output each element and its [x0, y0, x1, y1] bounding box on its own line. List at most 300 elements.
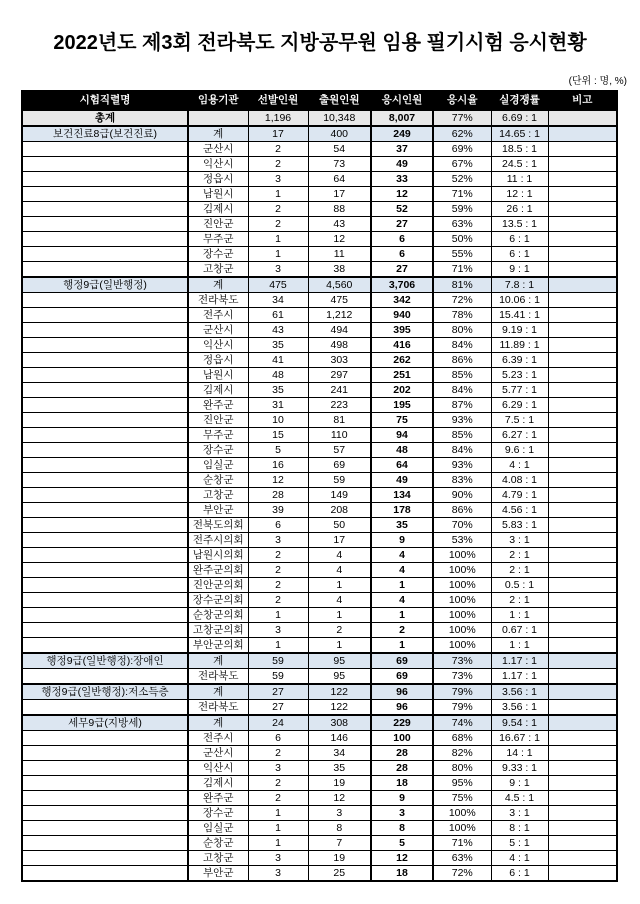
cell-attendance-rate: 72%	[433, 293, 491, 308]
cell-competition-ratio: 2 : 1	[491, 563, 548, 578]
table-row	[22, 277, 617, 293]
cell-series-name: 행정9급(일반행정):장애인	[22, 653, 188, 669]
cell-selected-count: 5	[248, 443, 308, 458]
cell-agency: 부안군	[188, 503, 248, 518]
cell-attendance-rate: 72%	[433, 866, 491, 882]
cell-applicant-count: 308	[308, 715, 371, 731]
cell-series-name	[22, 383, 188, 398]
cell-note	[548, 353, 617, 368]
cell-attendance-rate: 85%	[433, 368, 491, 383]
cell-competition-ratio: 1 : 1	[491, 608, 548, 623]
cell-competition-ratio: 4.08 : 1	[491, 473, 548, 488]
cell-series-name	[22, 638, 188, 654]
cell-attendance-rate: 84%	[433, 383, 491, 398]
cell-note	[548, 653, 617, 669]
cell-agency: 전주시의회	[188, 533, 248, 548]
table-row	[22, 383, 617, 398]
cell-attendee-count: 100	[371, 731, 433, 746]
cell-note	[548, 413, 617, 428]
cell-selected-count: 1	[248, 608, 308, 623]
cell-agency: 고창군	[188, 851, 248, 866]
cell-attendance-rate: 50%	[433, 232, 491, 247]
cell-selected-count: 3	[248, 866, 308, 882]
cell-series-name	[22, 608, 188, 623]
cell-note	[548, 776, 617, 791]
cell-competition-ratio: 0.67 : 1	[491, 623, 548, 638]
cell-note	[548, 608, 617, 623]
cell-selected-count: 2	[248, 142, 308, 157]
cell-note	[548, 398, 617, 413]
cell-attendee-count: 12	[371, 851, 433, 866]
cell-applicant-count: 8	[308, 821, 371, 836]
cell-applicant-count: 1	[308, 638, 371, 654]
column-header-5: 응시인원	[371, 91, 433, 110]
cell-competition-ratio: 1.17 : 1	[491, 669, 548, 685]
cell-competition-ratio: 4.79 : 1	[491, 488, 548, 503]
cell-note	[548, 518, 617, 533]
cell-attendee-count: 27	[371, 262, 433, 278]
cell-note	[548, 746, 617, 761]
cell-note	[548, 277, 617, 293]
cell-applicant-count: 4,560	[308, 277, 371, 293]
cell-note	[548, 563, 617, 578]
cell-competition-ratio: 5.77 : 1	[491, 383, 548, 398]
table-row	[22, 669, 617, 685]
cell-series-name	[22, 488, 188, 503]
cell-attendance-rate: 75%	[433, 791, 491, 806]
cell-selected-count: 3	[248, 851, 308, 866]
cell-selected-count: 31	[248, 398, 308, 413]
cell-note	[548, 669, 617, 685]
cell-attendance-rate: 100%	[433, 806, 491, 821]
cell-attendance-rate: 73%	[433, 653, 491, 669]
cell-agency: 익산시	[188, 338, 248, 353]
table-row	[22, 368, 617, 383]
cell-competition-ratio: 11.89 : 1	[491, 338, 548, 353]
cell-series-name	[22, 458, 188, 473]
table-row	[22, 608, 617, 623]
cell-selected-count: 475	[248, 277, 308, 293]
table-row	[22, 172, 617, 187]
cell-attendance-rate: 69%	[433, 142, 491, 157]
cell-agency: 전주시	[188, 308, 248, 323]
table-header	[22, 91, 617, 110]
table-row	[22, 488, 617, 503]
cell-applicant-count: 1	[308, 578, 371, 593]
cell-applicant-count: 95	[308, 669, 371, 685]
cell-attendance-rate: 86%	[433, 353, 491, 368]
cell-attendance-rate: 100%	[433, 548, 491, 563]
cell-attendance-rate: 93%	[433, 413, 491, 428]
cell-applicant-count: 64	[308, 172, 371, 187]
table-row	[22, 458, 617, 473]
cell-attendee-count: 940	[371, 308, 433, 323]
table-row	[22, 473, 617, 488]
table-row	[22, 142, 617, 157]
cell-selected-count: 34	[248, 293, 308, 308]
cell-attendee-count: 395	[371, 323, 433, 338]
table-row	[22, 110, 617, 126]
cell-note	[548, 142, 617, 157]
cell-series-name	[22, 232, 188, 247]
cell-agency	[188, 110, 248, 126]
cell-note	[548, 684, 617, 700]
table-row	[22, 533, 617, 548]
cell-attendance-rate: 63%	[433, 851, 491, 866]
table-row	[22, 623, 617, 638]
cell-selected-count: 27	[248, 700, 308, 716]
cell-agency: 전라북도	[188, 669, 248, 685]
table-row	[22, 851, 617, 866]
cell-applicant-count: 400	[308, 126, 371, 142]
cell-agency: 남원시의회	[188, 548, 248, 563]
cell-attendee-count: 6	[371, 232, 433, 247]
cell-selected-count: 16	[248, 458, 308, 473]
cell-series-name	[22, 308, 188, 323]
cell-agency: 완주군	[188, 398, 248, 413]
table-row	[22, 262, 617, 278]
unit-note: (단위 : 명, %)	[568, 76, 627, 87]
cell-agency: 순창군	[188, 473, 248, 488]
cell-competition-ratio: 6 : 1	[491, 247, 548, 262]
cell-note	[548, 806, 617, 821]
cell-applicant-count: 4	[308, 563, 371, 578]
cell-applicant-count: 122	[308, 684, 371, 700]
cell-series-name	[22, 791, 188, 806]
cell-note	[548, 593, 617, 608]
cell-series-name	[22, 323, 188, 338]
cell-applicant-count: 19	[308, 776, 371, 791]
table-row	[22, 428, 617, 443]
cell-attendance-rate: 100%	[433, 593, 491, 608]
cell-competition-ratio: 3.56 : 1	[491, 684, 548, 700]
cell-note	[548, 836, 617, 851]
cell-competition-ratio: 6.29 : 1	[491, 398, 548, 413]
cell-competition-ratio: 1.17 : 1	[491, 653, 548, 669]
cell-attendance-rate: 62%	[433, 126, 491, 142]
cell-note	[548, 232, 617, 247]
cell-note	[548, 761, 617, 776]
cell-selected-count: 3	[248, 262, 308, 278]
cell-agency: 장수군	[188, 247, 248, 262]
cell-agency: 계	[188, 715, 248, 731]
cell-note	[548, 731, 617, 746]
cell-note	[548, 866, 617, 882]
cell-applicant-count: 25	[308, 866, 371, 882]
cell-attendee-count: 27	[371, 217, 433, 232]
cell-competition-ratio: 24.5 : 1	[491, 157, 548, 172]
cell-applicant-count: 50	[308, 518, 371, 533]
cell-selected-count: 15	[248, 428, 308, 443]
table-row	[22, 593, 617, 608]
cell-note	[548, 187, 617, 202]
table-row	[22, 247, 617, 262]
cell-selected-count: 3	[248, 172, 308, 187]
cell-attendee-count: 249	[371, 126, 433, 142]
cell-attendee-count: 202	[371, 383, 433, 398]
cell-agency: 완주군	[188, 791, 248, 806]
cell-note	[548, 443, 617, 458]
cell-applicant-count: 19	[308, 851, 371, 866]
cell-selected-count: 27	[248, 684, 308, 700]
cell-attendance-rate: 100%	[433, 578, 491, 593]
cell-selected-count: 59	[248, 669, 308, 685]
table-row	[22, 187, 617, 202]
cell-selected-count: 1	[248, 836, 308, 851]
cell-competition-ratio: 9.54 : 1	[491, 715, 548, 731]
cell-attendance-rate: 100%	[433, 563, 491, 578]
cell-selected-count: 1	[248, 806, 308, 821]
table-row	[22, 157, 617, 172]
cell-competition-ratio: 9 : 1	[491, 776, 548, 791]
cell-attendance-rate: 77%	[433, 110, 491, 126]
cell-series-name	[22, 518, 188, 533]
cell-competition-ratio: 4.56 : 1	[491, 503, 548, 518]
cell-agency: 순창군의회	[188, 608, 248, 623]
cell-note	[548, 821, 617, 836]
cell-agency: 장수군의회	[188, 593, 248, 608]
cell-attendee-count: 4	[371, 593, 433, 608]
cell-selected-count: 10	[248, 413, 308, 428]
cell-attendee-count: 9	[371, 791, 433, 806]
cell-attendee-count: 4	[371, 563, 433, 578]
cell-competition-ratio: 6 : 1	[491, 866, 548, 882]
cell-attendance-rate: 80%	[433, 323, 491, 338]
cell-note	[548, 323, 617, 338]
cell-attendance-rate: 84%	[433, 338, 491, 353]
cell-selected-count: 2	[248, 202, 308, 217]
cell-series-name	[22, 428, 188, 443]
cell-note	[548, 851, 617, 866]
cell-note	[548, 172, 617, 187]
cell-note	[548, 368, 617, 383]
page-title: 2022년도 제3회 전라북도 지방공무원 임용 필기시험 응시현황	[53, 32, 587, 54]
cell-applicant-count: 57	[308, 443, 371, 458]
cell-applicant-count: 2	[308, 623, 371, 638]
cell-attendee-count: 49	[371, 473, 433, 488]
cell-competition-ratio: 9 : 1	[491, 262, 548, 278]
column-header-1: 시험직렬명	[22, 91, 188, 110]
table-row	[22, 776, 617, 791]
cell-note	[548, 715, 617, 731]
table-row	[22, 684, 617, 700]
cell-applicant-count: 303	[308, 353, 371, 368]
cell-attendee-count: 12	[371, 187, 433, 202]
cell-agency: 계	[188, 653, 248, 669]
cell-agency: 장수군	[188, 806, 248, 821]
cell-series-name: 행정9급(일반행정):저소득층	[22, 684, 188, 700]
cell-applicant-count: 110	[308, 428, 371, 443]
cell-note	[548, 638, 617, 654]
cell-applicant-count: 122	[308, 700, 371, 716]
cell-note	[548, 110, 617, 126]
table-row	[22, 638, 617, 654]
cell-attendance-rate: 100%	[433, 608, 491, 623]
cell-attendee-count: 75	[371, 413, 433, 428]
cell-applicant-count: 146	[308, 731, 371, 746]
cell-selected-count: 1	[248, 232, 308, 247]
cell-note	[548, 247, 617, 262]
table-row	[22, 563, 617, 578]
cell-agency: 진안군	[188, 413, 248, 428]
cell-note	[548, 458, 617, 473]
cell-selected-count: 24	[248, 715, 308, 731]
cell-selected-count: 35	[248, 338, 308, 353]
cell-attendance-rate: 87%	[433, 398, 491, 413]
cell-note	[548, 157, 617, 172]
cell-attendee-count: 195	[371, 398, 433, 413]
cell-attendance-rate: 78%	[433, 308, 491, 323]
cell-note	[548, 488, 617, 503]
cell-selected-count: 61	[248, 308, 308, 323]
cell-competition-ratio: 7.5 : 1	[491, 413, 548, 428]
cell-attendee-count: 262	[371, 353, 433, 368]
cell-applicant-count: 7	[308, 836, 371, 851]
cell-attendance-rate: 67%	[433, 157, 491, 172]
cell-attendee-count: 94	[371, 428, 433, 443]
cell-series-name	[22, 578, 188, 593]
cell-note	[548, 217, 617, 232]
cell-agency: 군산시	[188, 323, 248, 338]
cell-selected-count: 48	[248, 368, 308, 383]
cell-agency: 완주군의회	[188, 563, 248, 578]
cell-agency: 계	[188, 684, 248, 700]
table-row	[22, 715, 617, 731]
cell-competition-ratio: 5.23 : 1	[491, 368, 548, 383]
table-row	[22, 323, 617, 338]
cell-series-name	[22, 338, 188, 353]
cell-competition-ratio: 3.56 : 1	[491, 700, 548, 716]
cell-attendee-count: 5	[371, 836, 433, 851]
cell-selected-count: 2	[248, 548, 308, 563]
cell-selected-count: 3	[248, 623, 308, 638]
cell-competition-ratio: 3 : 1	[491, 806, 548, 821]
cell-series-name: 보건진료8급(보건진료)	[22, 126, 188, 142]
cell-attendee-count: 28	[371, 746, 433, 761]
table-row	[22, 338, 617, 353]
cell-selected-count: 2	[248, 791, 308, 806]
cell-selected-count: 6	[248, 731, 308, 746]
cell-attendee-count: 3	[371, 806, 433, 821]
cell-agency: 무주군	[188, 428, 248, 443]
cell-agency: 계	[188, 277, 248, 293]
cell-agency: 고창군	[188, 262, 248, 278]
cell-note	[548, 473, 617, 488]
cell-applicant-count: 34	[308, 746, 371, 761]
cell-selected-count: 28	[248, 488, 308, 503]
cell-agency: 남원시	[188, 187, 248, 202]
cell-applicant-count: 69	[308, 458, 371, 473]
cell-attendee-count: 35	[371, 518, 433, 533]
table-row	[22, 731, 617, 746]
table-row	[22, 700, 617, 716]
cell-attendance-rate: 68%	[433, 731, 491, 746]
cell-series-name	[22, 293, 188, 308]
cell-competition-ratio: 9.19 : 1	[491, 323, 548, 338]
cell-attendee-count: 33	[371, 172, 433, 187]
table-row	[22, 232, 617, 247]
cell-series-name	[22, 746, 188, 761]
cell-note	[548, 338, 617, 353]
cell-selected-count: 2	[248, 746, 308, 761]
cell-series-name	[22, 548, 188, 563]
cell-series-name	[22, 172, 188, 187]
table-row	[22, 126, 617, 142]
cell-applicant-count: 4	[308, 548, 371, 563]
cell-series-name	[22, 563, 188, 578]
cell-attendee-count: 416	[371, 338, 433, 353]
cell-attendance-rate: 59%	[433, 202, 491, 217]
cell-applicant-count: 498	[308, 338, 371, 353]
cell-series-name	[22, 700, 188, 716]
cell-note	[548, 202, 617, 217]
cell-attendee-count: 48	[371, 443, 433, 458]
cell-applicant-count: 88	[308, 202, 371, 217]
table-body	[22, 110, 617, 881]
cell-selected-count: 2	[248, 578, 308, 593]
cell-selected-count: 35	[248, 383, 308, 398]
cell-agency: 익산시	[188, 157, 248, 172]
cell-series-name	[22, 353, 188, 368]
cell-agency: 고창군의회	[188, 623, 248, 638]
table-row	[22, 443, 617, 458]
cell-applicant-count: 73	[308, 157, 371, 172]
table-row	[22, 836, 617, 851]
cell-series-name	[22, 443, 188, 458]
cell-selected-count: 17	[248, 126, 308, 142]
cell-attendee-count: 251	[371, 368, 433, 383]
cell-attendee-count: 342	[371, 293, 433, 308]
cell-applicant-count: 223	[308, 398, 371, 413]
table-row	[22, 578, 617, 593]
cell-attendee-count: 1	[371, 608, 433, 623]
cell-attendance-rate: 86%	[433, 503, 491, 518]
cell-applicant-count: 475	[308, 293, 371, 308]
cell-note	[548, 548, 617, 563]
cell-series-name	[22, 262, 188, 278]
cell-competition-ratio: 15.41 : 1	[491, 308, 548, 323]
table-row	[22, 202, 617, 217]
cell-competition-ratio: 18.5 : 1	[491, 142, 548, 157]
cell-competition-ratio: 16.67 : 1	[491, 731, 548, 746]
cell-attendee-count: 3,706	[371, 277, 433, 293]
cell-attendee-count: 28	[371, 761, 433, 776]
cell-applicant-count: 208	[308, 503, 371, 518]
cell-series-name: 총계	[22, 110, 188, 126]
cell-competition-ratio: 6.39 : 1	[491, 353, 548, 368]
cell-series-name	[22, 503, 188, 518]
cell-applicant-count: 10,348	[308, 110, 371, 126]
cell-competition-ratio: 6.69 : 1	[491, 110, 548, 126]
cell-attendance-rate: 74%	[433, 715, 491, 731]
cell-attendance-rate: 95%	[433, 776, 491, 791]
cell-agency: 장수군	[188, 443, 248, 458]
column-header-2: 임용기관	[188, 91, 248, 110]
cell-agency: 군산시	[188, 746, 248, 761]
cell-competition-ratio: 3 : 1	[491, 533, 548, 548]
cell-series-name	[22, 836, 188, 851]
header-row	[22, 91, 617, 110]
cell-attendee-count: 52	[371, 202, 433, 217]
cell-series-name	[22, 533, 188, 548]
cell-agency: 부안군	[188, 866, 248, 882]
cell-attendee-count: 96	[371, 684, 433, 700]
table-row	[22, 353, 617, 368]
cell-competition-ratio: 7.8 : 1	[491, 277, 548, 293]
cell-applicant-count: 3	[308, 806, 371, 821]
cell-competition-ratio: 11 : 1	[491, 172, 548, 187]
cell-agency: 김제시	[188, 383, 248, 398]
